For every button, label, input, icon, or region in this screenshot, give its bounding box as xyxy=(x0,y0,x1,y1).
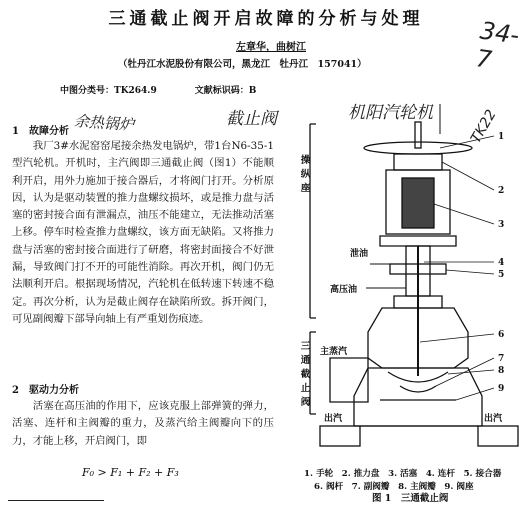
callout-4: 4 xyxy=(498,258,505,268)
authors: 左章华，曲树江 xyxy=(236,42,306,53)
label-main-steam: 主蒸汽 xyxy=(320,347,348,357)
handwritten-section-note-2: 截止阀 xyxy=(226,109,277,129)
oil-lines xyxy=(366,264,406,288)
label-leak-oil: 泄油 xyxy=(350,249,369,259)
doc-code: 文献标识码：B xyxy=(194,86,257,96)
label-out-right: 出汽 xyxy=(484,414,503,424)
handwritten-corner-note: 34-7 xyxy=(474,16,521,75)
section-body-2: 活塞在高压油的作用下，应该克服上部弹簧的弹力，活塞、连杆和主阀瓣的重力，及蒸汽给主阀瓣向下的压力，才能上移，开启阀门，即 xyxy=(12,400,274,447)
handwritten-figure-note: 机阳汽轮机 xyxy=(348,103,433,123)
thrust-plate xyxy=(394,154,442,170)
valve-body xyxy=(354,368,482,426)
section-heading-2: 2 驱动力分析 xyxy=(12,385,79,396)
callout-6: 6 xyxy=(498,330,505,340)
label-high-pressure-oil: 高压油 xyxy=(330,285,358,295)
caption-line-2: 6. 阀杆 7. 副阀瓣 8. 主阀瓣 9. 阀座 xyxy=(314,482,474,492)
figure-title: 图 1 三通截止阀 xyxy=(372,493,449,504)
clc-number: 中图分类号：TK264.9 xyxy=(60,86,157,96)
valve-figure xyxy=(290,96,530,466)
cylinder-flange xyxy=(380,236,456,246)
classification-line xyxy=(60,83,256,96)
paper-title: 三通截止阀开启故障的分析与处理 xyxy=(108,9,424,29)
handwritten-vertical-note: TK22 xyxy=(468,107,500,146)
pilot-disc xyxy=(400,386,436,392)
callout-9: 9 xyxy=(498,384,505,394)
piston xyxy=(402,178,434,228)
handwheel-spindle xyxy=(415,122,421,148)
label-out-left: 出汽 xyxy=(324,414,343,424)
callout-2: 2 xyxy=(498,186,505,196)
callout-7: 7 xyxy=(498,354,505,364)
force-formula: F₀ > F₁ + F₂ + F₃ xyxy=(82,466,179,479)
callout-5: 5 xyxy=(498,270,505,280)
callout-8: 8 xyxy=(498,366,505,376)
callout-3: 3 xyxy=(498,220,505,230)
section-heading-1: 1 故障分析 xyxy=(12,126,69,137)
footnote-rule xyxy=(8,500,104,501)
label-three-way-valve: 三通截止阀 xyxy=(300,341,311,408)
left-outlet xyxy=(320,426,360,446)
caption-line-1: 1. 手轮 2. 推力盘 3. 活塞 4. 连杆 5. 接合器 xyxy=(304,469,502,479)
affiliation: （牡丹江水泥股份有限公司，黑龙江 牡丹江 157041） xyxy=(118,59,367,70)
label-drive-seat: 操纵座 xyxy=(300,155,311,194)
callout-1: 1 xyxy=(498,132,505,142)
handwritten-section-note: 余热锅炉 xyxy=(73,111,135,135)
section-body-1: 我厂3#水泥窑窑尾接余热发电锅炉，带1台N6-35-1型汽轮机。开机时，主汽阀即三通截止阀（图1）不能顺利开启，用外力施加于接合器后，才将阀门打开。分析原因，认为是驱动装置的推力盘螺纹损坏，或是推力盘与活塞的密封接合面有泄漏点，油压不能建立，无法推动活塞上移。停车时检查推力盘螺纹，该方面无缺陷。又将推力盘与活塞的密封接合面进行了研磨，将密封面接合不好泄漏，导致阀门打不开的可能性消除。再次开机，阀门仍无法顺利开启。根据现场情况，汽轮机在低转速下转速不稳定。再次分析，认为是截止阀存在缺陷所致。拆开阀门，可见副阀瓣下部导向轴上有严重划伤痕迹。 xyxy=(12,140,274,325)
right-outlet xyxy=(478,426,518,446)
